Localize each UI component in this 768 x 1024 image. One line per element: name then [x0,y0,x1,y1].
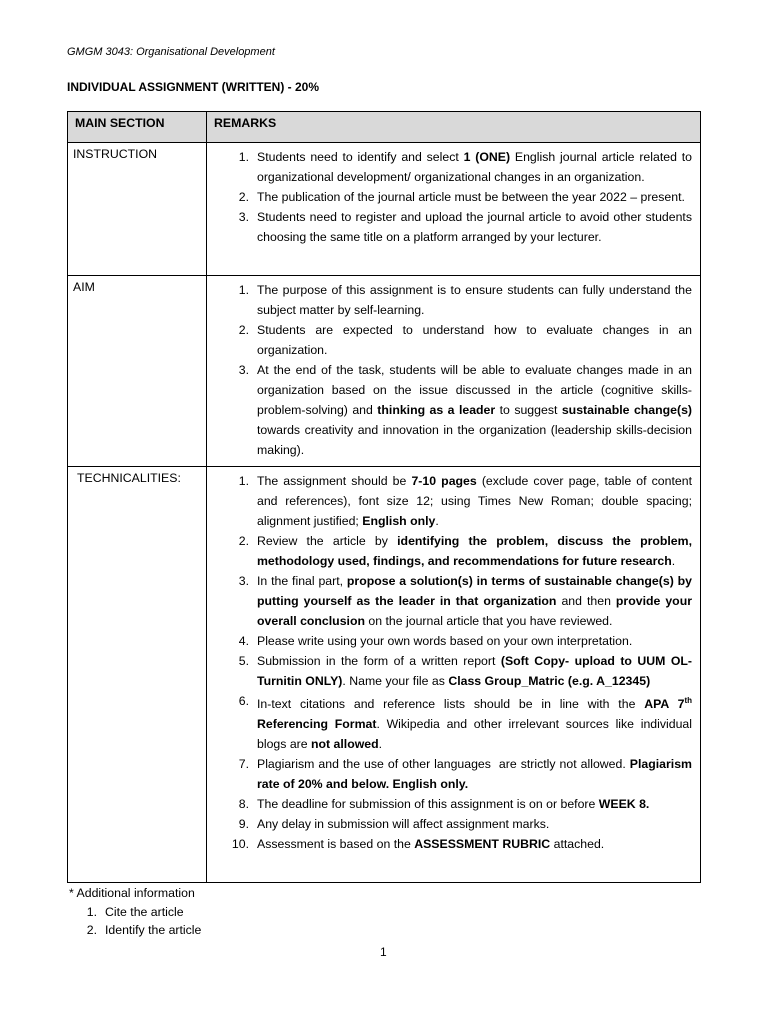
remarks-aim [207,276,701,467]
remarks-technicalities [207,467,701,883]
table-row-instruction [68,143,701,276]
list-item: 2. Identify the article [86,923,202,937]
page-number: 1 [380,945,387,959]
additional-info-list [67,903,201,939]
section-instruction: INSTRUCTION [68,143,207,276]
list-item: 2. The publication of the journal article must be between the year 2022 – present. [238,190,685,204]
assignment-title: INDIVIDUAL ASSIGNMENT (WRITTEN) - 20% [67,80,320,94]
list-item: 7. Plagiarism and the use of other languages are strictly not allowed. Plagiarism rate of 20% and below. English only. [238,757,692,792]
additional-item-2: Identify the article [105,923,202,937]
list-item: 1. Students need to identify and select 1 (ONE) English journal article related to organizational development/ organizational changes in an organization. [238,150,692,184]
section-aim: AIM [68,276,207,467]
header-remarks: REMARKS [207,112,701,143]
instruction-list [207,147,692,247]
list-item: 10. Assessment is based on the ASSESSMENT RUBRIC attached. [231,837,605,852]
assignment-table [67,111,701,883]
additional-info-heading: * Additional information [69,886,195,900]
section-technicalities: TECHNICALITIES: [68,467,207,883]
list-item: 9. Any delay in submission will affect assignment marks. [238,817,550,832]
list-item: 1. The assignment should be 7-10 pages (exclude cover page, table of content and references), font size 12; using Times New Roman; double spacing; alignment justified; English only. [238,474,692,528]
list-item: 6. In-text citations and reference lists should be in line with the APA 7th Referencing Format. Wikipedia and other irrelevant sources like individual blogs are not allowed. [238,694,692,752]
table-row-aim [68,276,701,467]
table-header-row [68,112,701,143]
header-main-section: MAIN SECTION [68,112,207,143]
aim-list [207,280,692,460]
table-row-technicalities [68,467,701,883]
course-header: GMGM 3043: Organisational Development [67,46,275,58]
list-item: 1. The purpose of this assignment is to ensure students can fully understand the subject matter by self-learning. [238,283,692,317]
list-item: 1. Cite the article [67,903,201,921]
list-item: 4. Please write using your own words based on your own interpretation. [238,634,633,648]
list-item: 3. In the final part, propose a solution(s) in terms of sustainable change(s) by putting yourself as the leader in that organization and then provide your overall conclusion on the journal article that you have reviewed. [238,574,692,628]
list-item: 3. At the end of the task, students will be able to evaluate changes made in an organization based on the issue discussed in the article (cognitive skills-problem-solving) and thinking as a leader to suggest sustainable change(s) towards creativity and innovation in the organization (leadership skills-decision making). [238,363,693,457]
list-item: 2. Review the article by identifying the problem, discuss the problem, methodology used, findings, and recommendations for future research. [238,534,692,568]
list-item: 2. Students are expected to understand how to evaluate changes in an organization. [238,323,692,357]
remarks-instruction [207,143,701,276]
list-item: 3. Students need to register and upload the journal article to avoid other students choosing the same title on a platform arranged by your lecturer. [238,210,692,244]
list-item: 8. The deadline for submission of this assignment is on or before WEEK 8. [238,797,650,812]
technicalities-list [207,471,692,854]
additional-item-1: Cite the article [105,905,184,919]
list-item: 5. Submission in the form of a written report (Soft Copy- upload to UUM OL-Turnitin ONLY). Name your file as Class Group_Matric (e.g. A_12345) [238,654,692,688]
